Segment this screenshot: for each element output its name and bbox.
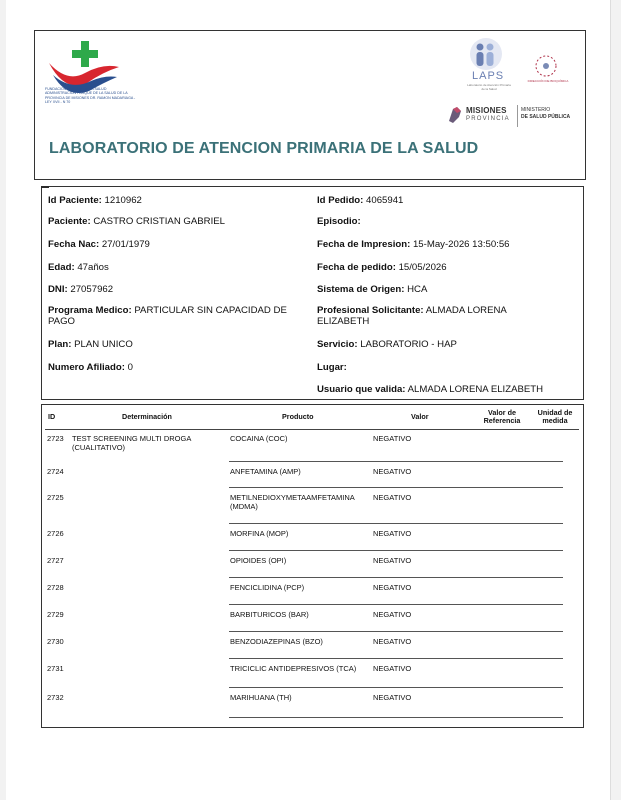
cell-id: 2727 bbox=[47, 556, 64, 565]
row-divider bbox=[229, 631, 563, 632]
paciente-field: Paciente: CASTRO CRISTIAN GABRIEL bbox=[48, 216, 226, 227]
cell-producto: ANFETAMINA (AMP) bbox=[230, 467, 301, 476]
laps-logo-subtext: Laboratorio de Atención Primaria de la Salud bbox=[467, 83, 511, 91]
cell-id: 2725 bbox=[47, 493, 64, 502]
header-valor-referencia: Valor de Referencia bbox=[483, 408, 521, 425]
cell-id: 2731 bbox=[47, 664, 64, 673]
lugar-field: Lugar: bbox=[317, 362, 347, 373]
provincia-text: PROVINCIA bbox=[466, 116, 510, 122]
fecha-pedido-field: Fecha de pedido: 15/05/2026 bbox=[317, 262, 447, 273]
episodio-field: Episodio: bbox=[317, 216, 361, 227]
cell-valor: NEGATIVO bbox=[373, 556, 412, 565]
row-divider bbox=[229, 604, 563, 605]
cell-determinacion: TEST SCREENING MULTI DROGA bbox=[72, 434, 192, 443]
cell-producto: COCAINA (COC) bbox=[230, 434, 288, 443]
cell-valor: NEGATIVO bbox=[373, 493, 412, 502]
row-divider bbox=[229, 577, 563, 578]
cell-valor: NEGATIVO bbox=[373, 467, 412, 476]
cell-producto: FENCICLIDINA (PCP) bbox=[230, 583, 305, 592]
row-divider bbox=[229, 687, 563, 688]
cell-id: 2723 bbox=[47, 434, 64, 443]
cell-id: 2724 bbox=[47, 467, 64, 476]
dni-field: DNI: 27057962 bbox=[48, 284, 114, 295]
row-divider bbox=[229, 487, 563, 488]
cell-valor: NEGATIVO bbox=[373, 610, 412, 619]
sistema-origen-field: Sistema de Origen: HCA bbox=[317, 284, 428, 295]
profesional-solicitante-field: Profesional Solicitante: ALMADA LORENA ELIZABETH bbox=[317, 305, 507, 327]
header-unidad-medida: Unidad de medida bbox=[537, 408, 573, 425]
ministerio-salud-logo-text bbox=[521, 107, 581, 120]
cell-valor: NEGATIVO bbox=[373, 693, 412, 702]
header-determinacion: Determinación bbox=[122, 412, 172, 421]
row-divider bbox=[229, 550, 563, 551]
numero-afiliado-field: Numero Afiliado: 0 bbox=[48, 362, 133, 373]
servicio-field: Servicio: LABORATORIO - HAP bbox=[317, 339, 457, 350]
panel-corner-mark bbox=[41, 186, 49, 188]
fecha-impresion-field: Fecha de Impresion: 15-May-2026 13:50:56 bbox=[317, 239, 510, 250]
cell-producto: BARBITURICOS (BAR) bbox=[230, 610, 309, 619]
cell-producto: OPIOIDES (OPI) bbox=[230, 556, 287, 565]
results-table bbox=[41, 404, 584, 728]
row-divider bbox=[229, 523, 563, 524]
foundation-logo bbox=[45, 39, 125, 123]
header-valor: Valor bbox=[411, 412, 429, 421]
patient-info-panel bbox=[41, 186, 584, 400]
cell-id: 2730 bbox=[47, 637, 64, 646]
report-title: LABORATORIO DE ATENCION PRIMARIA DE LA SALUD bbox=[49, 140, 479, 157]
cell-producto-cont: (MDMA) bbox=[230, 502, 258, 511]
cell-id: 2728 bbox=[47, 583, 64, 592]
bioquimica-caption: DIRECCIÓN DE BIOQUÍMICA bbox=[527, 79, 569, 83]
report-header bbox=[34, 30, 586, 180]
row-divider bbox=[229, 658, 563, 659]
cell-valor: NEGATIVO bbox=[373, 664, 412, 673]
logo-divider bbox=[517, 105, 518, 127]
ministerio-line2: DE SALUD PÚBLICA bbox=[521, 113, 571, 120]
cell-valor: NEGATIVO bbox=[373, 637, 412, 646]
row-divider bbox=[229, 461, 563, 462]
usuario-valida-field: Usuario que valida: ALMADA LORENA ELIZABETH bbox=[317, 384, 544, 395]
cell-valor: NEGATIVO bbox=[373, 583, 412, 592]
cell-producto: TRICICLIC ANTIDEPRESIVOS (TCA) bbox=[230, 664, 357, 673]
misiones-text: MISIONES bbox=[466, 106, 507, 115]
row-divider bbox=[229, 717, 563, 718]
misiones-province-icon bbox=[447, 105, 463, 125]
cell-producto: MARIHUANA (TH) bbox=[230, 693, 292, 702]
cell-id: 2732 bbox=[47, 693, 64, 702]
foundation-caption: FUNDACION PARQUE DE LA SALUD ADMINISTRACION PARQUE DE LA SALUD DE LA PROVINCIA DE MISIONES DR. RAMON MADARIAGA - LEY XVII - N 70 bbox=[45, 87, 136, 105]
header-divider bbox=[45, 429, 579, 430]
cell-valor: NEGATIVO bbox=[373, 529, 412, 538]
plan-field: Plan: PLAN UNICO bbox=[48, 339, 133, 350]
id-pedido-field: Id Pedido: 4065941 bbox=[317, 195, 404, 206]
cell-id: 2729 bbox=[47, 610, 64, 619]
cell-producto: MORFINA (MOP) bbox=[230, 529, 289, 538]
cell-id: 2726 bbox=[47, 529, 64, 538]
header-producto: Producto bbox=[282, 412, 314, 421]
programa-medico-field: Programa Medico: PARTICULAR SIN CAPACIDAD DE PAGO bbox=[48, 305, 287, 327]
laps-logo-text: LAPS bbox=[472, 70, 505, 82]
cell-determinacion-cont: (CUALITATIVO) bbox=[72, 443, 126, 452]
cell-producto: METILNEDIOXYMETAAMFETAMINA bbox=[230, 493, 355, 502]
bioquimica-logo bbox=[533, 53, 559, 79]
cell-valor: NEGATIVO bbox=[373, 434, 412, 443]
edad-field: Edad: 47años bbox=[48, 262, 109, 273]
cell-producto: BENZODIAZEPINAS (BZO) bbox=[230, 637, 323, 646]
id-paciente-field: Id Paciente: 1210962 bbox=[48, 195, 142, 206]
header-id: ID bbox=[48, 412, 56, 421]
fecha-nac-field: Fecha Nac: 27/01/1979 bbox=[48, 239, 150, 250]
ministerio-line1: MINISTERIO bbox=[521, 107, 551, 113]
